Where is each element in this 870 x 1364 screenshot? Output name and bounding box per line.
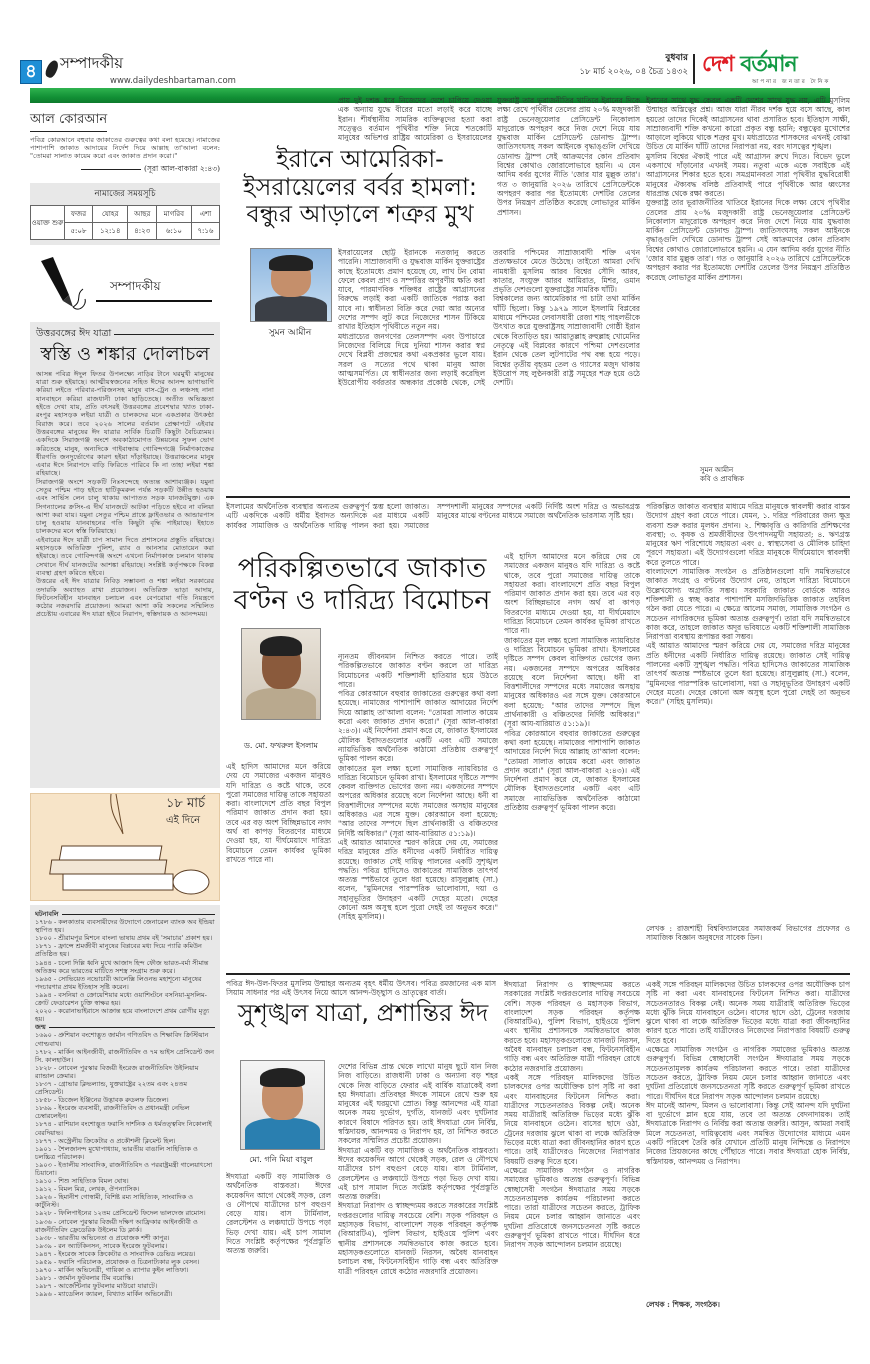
eid-author-caption: মো. গনি মিয়া বাবুল (249, 1155, 313, 1164)
this-day-entry: ১৮৭৪ - রাশিয়ান বংশোদ্ভূত ফরাসি দার্শনিক ও ধর্মতত্ত্ববিদ নিকোলাই বেরদিয়াভ। (35, 1120, 212, 1137)
iran-paragraph: যুক্তরাষ্ট্র তার ভূরাজনীতির খাতিরে ইরানের দিকে লক্ষ্য রেখে পৃথিবীর তেলের প্রায় ২০% মজুদকারী রাষ্ট্র ভেনেজুয়েলার প্রেসিডেন্ট নিকোলাস মাদুরোকে অপহরণ করে নিজ দেশে নিয়ে যায় যুদ্ধবাজ মার্কিন প্রেসিডেন্ট ডোনাল্ড ট্রাম্প। জাতিসংঘসহ সকল আইনকে বৃদ্ধাঙ্গুলি দেখিয়ে ডোনাল্ড ট্রাম্প সেই আক্রমণের কোন প্রতিবাদ বিশ্বের কোথাও জোরালোভাবে হয়নি। এ যেন আদিম বর্বর যুগের নীতি 'জোর যার মুল্লুক তার'। গত ৩ জানুয়ারি ২০২৬ তারিখে প্রেসিডেন্টকে অপহরণ করার পর ইতোমধ্যে দেশটির তেলের উপর নিয়ন্ত্রণ প্রতিষ্ঠিত করেছে লোভাতুর মার্কিন প্রশাসন। (646, 198, 850, 282)
iran-body-left (338, 248, 640, 490)
eid-body-col1 (226, 1172, 331, 1320)
fountain-pen-icon (35, 255, 90, 315)
this-day-banner (30, 793, 220, 901)
zakat-headline: পরিকল্পিতভাবে জাকাত বণ্টন ও দারিদ্র্য বিমোচন (233, 553, 491, 617)
header-divider (693, 54, 695, 84)
zakat-paragraph: এই আয়াত আমাদের স্মরণ করিয়ে দেয় যে, সমাজের দরিদ্র মানুষের প্রতি ধনীদের একটি নির্ধারিত দায়িত্ব রয়েছে। জাকাত সেই দায়িত্ব পালনের একটি সুশৃঙ্খল পদ্ধতি। পবিত্র হাদিসেও জাকাতের সামাজিক তাৎপর্য অত্যন্ত স্পষ্টভাবে তুলে ধরা হয়েছে। রাসুলুল্লাহ (সা.) বলেন, "মুমিনদের পারস্পরিক ভালোবাসা, দয়া ও সহানুভূতির উদাহরণ একটি দেহের মতো। দেহের কোনো অঙ্গ অসুস্থ হলে পুরো দেহই তা অনুভব করে।" (সহিহ মুসলিম)। (646, 641, 850, 707)
eid-paragraph: এক্ষেত্রে সামাজিক সংগঠন ও নাগরিক সমাজের ভূমিকাও অত্যন্ত গুরুত্বপূর্ণ। বিভিন্ন স্বেচ্ছাসেবী সংগঠন ঈদযাত্রার সময় সড়কে সচেতনতামূলক কার্যক্রম পরিচালনা করতে পারে। তারা যাত্রীদের সচেতন করতে, ট্রাফিক নিয়ম মেনে চলার আহ্বান জানাতে এবং দুর্ঘটনা প্রতিরোধে জনসচেতনতা সৃষ্টি করতে গুরুত্বপূর্ণ ভূমিকা রাখতে পারে। দীর্ঘদিন ধরে নিরাপদ সড়ক আন্দোলন চলমান রয়েছে। (646, 1045, 850, 1101)
editorial-paragraph: উত্তরের এই ঈদ যাত্রার নিবিড় সম্ভাবনা ও শঙ্কা লইয়া সরকারের তদারকি অব্যাহত রাখা প্রয়োজন। অতিরিক্ত ভাড়া আদায়, ফিটনেসবিহীন যানবাহন চলাচল এবং বেপরোয়া গতি নিয়ন্ত্রণে কঠোর নজরদারি প্রয়োজন। আমরা আশা করি সকলের সম্মিলিত প্রচেষ্টায় এবারের ঈদ যাত্রা হইবে নিরাপদ, স্বস্তিদায়ক ও আনন্দময়। (36, 577, 214, 619)
author-photo-gani-mia-babul (240, 1060, 325, 1150)
this-day-events (30, 905, 220, 1320)
this-day-entry: ১৯৩৯ - রন অ্যাটকিনসন, সাবেক ইংরেজ ফুটবলার। (35, 1241, 168, 1250)
iran-signoff: সুমন আমীন কবি ও প্রাবন্ধিক (700, 466, 744, 483)
this-day-entry: ১৯১০ - শিশু সাহিত্যিক বিমল ঘোষ। (35, 1177, 129, 1186)
this-day-entry: ১৯৪৪ - চলো দিল্লি ধ্বনি মুখে আজাদ হিন্দ ফৌজ ভারত-বর্মা সীমান্ত অতিক্রম করে ভারতের মাটিতে সশস্ত্র সংগ্রাম শুরু করে। (35, 958, 209, 975)
quran-citation: (সূরা আল-বাকারা ২:৪৩) (30, 164, 220, 176)
prayer-title: নামাজের সময়সূচি (94, 189, 156, 199)
this-day-entry: ১৯২৬ - হিমানীশ গোস্বামী, বিশিষ্ট রম্য সাহিত্যিক, সাংবাদিক ও কার্টুনিস্ট। (35, 1193, 194, 1210)
this-day-entry: ১৮৬৯ - ইংরেজ ব্যবসায়ী, রাজনীতিবিদ ও প্রধানমন্ত্রী নেভিল চেম্বারলেইন। (35, 1104, 190, 1121)
zakat-body-col3 (504, 552, 640, 970)
zakat-paragraph: পবিত্র কোরআনে বহুবার জাকাতের গুরুত্বের কথা বলা হয়েছে। নামাজের পাশাপাশি জাকাত আদায়ের নির্দেশ দিয়ে আল্লাহ তা'আলা বলেন: "তোমরা সালাত কায়েম করো এবং জাকাত প্রদান করো।" (সূরা আল-বাকারা ২:৪৩)। এই নির্দেশনা প্রমাণ করে যে, জাকাত ইসলামের মৌলিক ইবাদতগুলোর একটি এবং এটি সমাজে ন্যায়ভিত্তিক অর্থনৈতিক কাঠামো প্রতিষ্ঠায় গুরুত্বপূর্ণ ভূমিকা পালন করে। (504, 728, 640, 813)
this-day-entry: ২০২০ - করোনাভাইরাসে আক্রান্ত হয়ে বাংলাদেশে প্রথম রোগীর মৃত্যু হয়। (35, 1007, 210, 1024)
eid-paragraph: দেশের বিভিন্ন প্রান্ত থেকে লাখো মানুষ ছুটে যান নিজ নিজ বাড়িতে। রাজধানী ঢাকা ও অন্যান্য বড় শহর থেকে নিজ বাড়িতে ফেরার এই বার্ষিক যাত্রাকেই বলা হয় ঈদযাত্রা। প্রতিবছর ঈদকে সামনে রেখে শুরু হয় মানুষের এই ঘরমুখো স্রোত। কিন্তু আনন্দের এই যাত্রা অনেক সময় দুর্ভোগ, দুর্গতি, যানজট এবং দুর্ঘটনার কারণে বিষাদে পরিণত হয়। তাই ঈদযাত্রা যেন নির্বিঘ্ন, স্বস্তিদায়ক, আনন্দময় ও নিরাপদ হয়, তা নিশ্চিত করতে সকলের সম্মিলিত প্রচেষ্টা প্রয়োজন। (338, 1062, 498, 1146)
quill-icon (44, 59, 61, 80)
this-day-entry: ১৭৮৬ - কলকাতায় ব্যবসায়ীদের উদ্যোগে জেনারেল ব্যাংক অব ইন্ডিয়া স্থাপিত হয়। (35, 918, 215, 935)
prayer-col: যোহর (93, 206, 128, 223)
this-day-entry: ১৬৯০ - প্রুশিয়ান বংশোদ্ভূত জার্মান গণিতবিদ ও শিক্ষাবিদ ক্রিস্টিয়ান গোল্ডবাখ। (35, 1031, 209, 1048)
weekday: বুধবার (665, 53, 688, 63)
iran-paragraph: মুসলিম বিশ্বের ঐক্যই পারে এই আগ্রাসন রুখে দিতে। বিভেদ ভুলে একসাথে দাঁড়ানোর এখনই সময়। নতুবা একে একে সবাইকে এই আগ্রাসনের শিকার হতে হবে। সমগ্রমানবতা সারা পৃথিবীর যুদ্ধবিরোধী মানুষের ঐক্যবদ্ধ বলিষ্ঠ প্রতিবাদই পারে পৃথিবীকে আর ধ্বংসের ধারপ্রান্ত থেকে রক্ষা করতে। (646, 151, 850, 198)
iran-paragraph: ইসরায়েলের ছোট্ট ইরানকে নতজানু করতে পারেনি। সাম্রাজ্যবাদী ও যুদ্ধবাজ মার্কিন যুক্তরাষ্ট্রের কাছে ইতোমধ্যে প্রমাণ হয়েছে যে, লাখ টন বোমা ফেলে কেবল প্রাণ ও সম্পত্তির অপূরণীয় ক্ষতি করা যাবে, পারমাণবিক শক্তিধর রাষ্ট্রের আগ্রাসনের বিরুদ্ধে লড়াই করা একটি জাতিকে পরাস্ত করা যাবে না। স্বাধীনতা বিক্রি করে দেয়া আর অন্যের দেশের সম্পদ লুট করে নিজেদের শাসন টিকিয়ে রাখার ইতিহাস পৃথিবীতে নতুন নয়। (338, 248, 485, 332)
eid-signoff: লেখক : শিক্ষক, সংগঠক। (646, 1300, 720, 1309)
prayer-time: ৭:১৬ (191, 223, 219, 240)
eid-headline: সুশৃঙ্খল যাত্রা, প্রশান্তির ঈদ (237, 999, 489, 1027)
zakat-paragraph: এই হাদিস আমাদের মনে করিয়ে দেয় যে সমাজের একজন মানুষও যদি দারিদ্র্য ও কষ্টে থাকে, তবে পুরো সমাজের দায়িত্ব তাকে সহায়তা করা। বাংলাদেশে প্রতি বছর বিপুল পরিমাণ জাকাত প্রদান করা হয়। তবে এর বড় অংশ বিচ্ছিন্নভাবে নগদ অর্থ বা কাপড় বিতরণের মাধ্যমে দেওয়া হয়, যা দীর্ঘমেয়াদে দারিদ্র্য বিমোচনে তেমন কার্যকর ভূমিকা রাখতে পারে না। (504, 552, 640, 636)
zakat-paragraph: বাংলাদেশে সামাজিক সংগঠন ও প্রতিষ্ঠানগুলো যদি সমন্বিতভাবে জাকাত সংগ্রহ ও বণ্টনের উদ্যোগ নেয়, তাহলে দারিদ্র্য বিমোচনে উল্লেখযোগ্য অগ্রগতি সম্ভব। সরকারি জাকাত বোর্ডকে আরও শক্তিশালী ও স্বচ্ছ করার পাশাপাশি মসজিদভিত্তিক জাকাত তহবিল গঠন করা যেতে পারে। এ ক্ষেত্রে আলেম সমাজ, সামাজিক সংগঠন ও সচেতন নাগরিকদের ভূমিকা অত্যন্ত গুরুত্বপূর্ণ। তারা যদি সমন্বিতভাবে কাজ করে, তাহলে জাকাত অদূর ভবিষ্যতে একটি শক্তিশালী সামাজিক নিরাপত্তা ব্যবস্থায় রূপান্তর করা সম্ভব। (646, 567, 850, 642)
quran-title: আল কোরআন (30, 110, 107, 132)
iran-paragraph: যুক্তরাষ্ট্র তার ভূরাজনীতির খাতিরে ইরানের দিকে লক্ষ্য রেখে পৃথিবীর তেলের প্রায় ২০% মজুদকারী রাষ্ট্র ভেনেজুয়েলার প্রেসিডেন্ট নিকোলাস মাদুরোকে অপহরণ করে নিজ দেশে নিয়ে যায় যুদ্ধবাজ মার্কিন প্রেসিডেন্ট ডোনাল্ড ট্রাম্প। জাতিসংঘসহ সকল আইনকে বৃদ্ধাঙ্গুলি দেখিয়ে ডোনাল্ড ট্রাম্প সেই আক্রমণের কোন প্রতিবাদ বিশ্বের কোথাও জোরালোভাবে হয়নি। এ যেন আদিম বর্বর যুগের নীতি 'জোর যার মুল্লুক তার'। গত ৩ জানুয়ারি ২০২৬ তারিখে প্রেসিডেন্টকে অপহরণ করার পর ইতোমধ্যে দেশটির তেলের উপর নিয়ন্ত্রণ প্রতিষ্ঠিত করেছে লোভাতুর মার্কিন প্রশাসন। (497, 96, 640, 217)
iran-body-col4 (646, 96, 850, 421)
prayer-col: আছর (128, 206, 156, 223)
editorial-paragraph: আসন্ন পবিত্র ঈদুল ফিতর উপলক্ষ্যে নাড়ির টানে ঘরমুখী মানুষের যাত্রা শুরু হইয়াছে। আত্মীয়স্বজনের সহিত ঈদের আনন্দ ভাগাভাগি করিয়া লইতে পরিবার-পরিজনসহ মানুষ বাস-ট্রেন ও লঞ্চসহ নানা যানবাহনে করিয়া রাজধানী ঢাকা ছাড়িতেছে। অতীত অভিজ্ঞতা হইতে দেখা যায়, প্রতি বৎসরই উত্তরবঙ্গের প্রবেশদ্বার খ্যাত ঢাকা-রংপুর মহাসড়ক লইয়া যাত্রী ও চালকদের মনে একপ্রকার উৎকণ্ঠা বিরাজ করে। তবে ২০২৬ সালের বর্তমান প্রেক্ষাপটে এইবার উত্তরবঙ্গের মানুষের ঈদ যাত্রার সার্বিক চিত্রটি কিছুটা বৈচিত্র্যময়। একদিকে সিরাজগঞ্জ অংশে অবকাঠামোগত উন্নয়নের সুফল ভোগ করিতেছে মানুষ, অন্যদিকে গাইবান্ধায় গোবিন্দগঞ্জে নির্মাণকাজের ধীরগতি জনদুর্ভোগের কারণ হইয়া দাঁড়াইয়াছে। উত্তরাঞ্চলের মানুষ এবার ঈদে নিরাপদে বাড়ি ফিরিতে পারিবে কি না তাহা লইয়া শঙ্কা রহিয়াছে। (36, 369, 214, 478)
editorial-label: সম্পাদকীয় (110, 279, 161, 293)
zakat-paragraph: এই আয়াত আমাদের স্মরণ করিয়ে দেয় যে, সমাজের দরিদ্র মানুষের প্রতি ধনীদের একটি নির্ধারিত দায়িত্ব রয়েছে। জাকাত সেই দায়িত্ব পালনের একটি সুশৃঙ্খল পদ্ধতি। পবিত্র হাদিসেও জাকাতের সামাজিক তাৎপর্য অত্যন্ত স্পষ্টভাবে তুলে ধরা হয়েছে। রাসুলুল্লাহ (সা.) বলেন, "মুমিনদের পারস্পরিক ভালোবাসা, দয়া ও সহানুভূতির উদাহরণ একটি দেহের মতো। দেহের কোনো অঙ্গ অসুস্থ হলে পুরো দেহই তা অনুভব করে।" (সহিহ মুসলিম)। (338, 837, 498, 922)
this-day-entry: ১৮২৮ - নোবেল পুরস্কার বিজয়ী ইংরেজ রাজনীতিবিদ উইলিয়াম র‍্যান্ডাল ক্রেমার। (35, 1063, 199, 1080)
this-day-entry: ১৯৭০ - মার্কিন অভিনেত্রী, গায়িকা ও র‍্যাপার কুইন লাতিফা। (35, 1266, 189, 1275)
zakat-signoff: লেখক : রাজশাহী বিশ্ববিদ্যালয়ের সমাজকর্ম বিভাগের প্রফেসর ও সামাজিক বিজ্ঞান অনুষদের সাবেক ডিন। (646, 924, 850, 943)
editorial-label-rule (96, 300, 212, 302)
prayer-col: এশা (191, 206, 219, 223)
article-divider (226, 973, 850, 975)
prayer-time: ৬:১০ (156, 223, 191, 240)
editorial-paragraph: সিরাজগঞ্জ অংশে সড়কটি নিঃসন্দেহে অত্যন্ত আশাব্যঞ্জক। যমুনা সেতুর পশ্চিম পাড় হইতে হাটিকুমরুল পর্যন্ত সড়কটি উন্নীত হওয়ায় এবং সার্ভিস লেন চালু থাকায় আপাতত সড়ক যানজটমুক্ত। এক সিগন্যালের ক্রসিং-এ দীর্ঘ যানজটে আটকা পড়িতে হইবে না বলিয়া আশা করা যায়। যমুনা সেতুর পশ্চিম প্রান্তে ফ্লাইওভার ও আন্ডারপাস চালু হওয়ায় যানবাহনের গতি কিছুটা বৃদ্ধি পাইয়াছে। ইহাতে চালকদের মনে স্বস্তি ফিরিয়াছে। (36, 477, 214, 536)
this-day-entry: ১৯৮১ - জার্মান ফুটবলার টিম বরোস্কি। (35, 1274, 134, 1283)
this-day-entry: ১৯৯৪ - বসনিয়া ও ক্রোয়েশিয়ার মধ্যে ওয়াশিংটনে বসনিয়া-মুসলিম-ক্রোট ফেডারেশন চুক্তি স্বাক্ষর হয়। (35, 990, 207, 1008)
iran-headline: ইরানে আমেরিকা-ইসরায়েলের বর্বর হামলা: বন্ধুর আড়ালে শত্রুর মুখ (242, 145, 477, 229)
editorial-kicker: উত্তরবঙ্গের ঈদ যাত্রা (36, 327, 214, 342)
quran-text: পবিত্র কোরআনে বহুবার জাকাতের গুরুত্বের কথা বলা হয়েছে। নামাজের পাশাপাশি জাকাত আদায়ের নির্দেশ দিয়ে আল্লাহ তা'আলা বলেন: "তোমরা সালাত কায়েম করো এবং জাকাত প্রদান করো।" (30, 136, 220, 160)
quran-section (30, 108, 220, 176)
this-day-entry: ১৯৮৭ - আর্জেন্টিনার ফুটবলার মাউরো যারাটে। (35, 1282, 158, 1291)
prayer-time: ৫:০৮ (65, 223, 93, 240)
zakat-lead: ইসলামের অর্থনৈতিক ব্যবস্থার অন্যতম গুরুত্বপূর্ণ স্তম্ভ হলো জাকাত। এটি একদিকে একটি ধর্মীয় ইবাদত অন্যদিকে এর মাধ্যমে একটি কার্যকর সামাজিক ও অর্থনৈতিক দায়িত্ব পালন করা হয়। সমাজের সম্পদশালী মানুষের সম্পদের একটি নির্দিষ্ট অংশ দরিদ্র ও অভাবগ্রস্ত মানুষের মাঝে বণ্টনের মাধ্যমে সমাজে অর্থনৈতিক ভারসাম্য সৃষ্টি হয়। (226, 502, 640, 530)
eid-paragraph: ঈদযাত্রা নিরাপদ ও স্বাচ্ছন্দ্যময় করতে সরকারের সংশ্লিষ্ট দপ্তরগুলোর দায়িত্ব সবচেয়ে বেশি। সড়ক পরিবহন ও মহাসড়ক বিভাগ, বাংলাদেশ সড়ক পরিবহন কর্তৃপক্ষ (বিআরটিএ), পুলিশ বিভাগ, হাইওয়ে পুলিশ এবং স্থানীয় প্রশাসনকে সমন্বিতভাবে কাজ করতে হবে। মহাসড়কগুলোতে যানজট নিরসন, অবৈধ যানবাহন চলাচল বন্ধ, ফিটনেসবিহীন গাড়ি বন্ধ এবং অতিরিক্ত যাত্রী পরিবহন রোধে কঠোর নজরদারি প্রয়োজন। (504, 980, 640, 1073)
this-day-entry: ১৯০৩ - ইতালীয় সাংবাদিক, রাজনীতিবিদ ও পররাষ্ট্রমন্ত্রী গালেয়াৎসো চিয়ানো। (35, 1160, 213, 1177)
eid-paragraph: ঈদযাত্রা নিরাপদ ও স্বাচ্ছন্দ্যময় করতে সরকারের সংশ্লিষ্ট দপ্তরগুলোর দায়িত্ব সবচেয়ে বেশি। সড়ক পরিবহন ও মহাসড়ক বিভাগ, বাংলাদেশ সড়ক পরিবহন কর্তৃপক্ষ (বিআরটিএ), পুলিশ বিভাগ, হাইওয়ে পুলিশ এবং স্থানীয় প্রশাসনকে সমন্বিতভাবে কাজ করতে হবে। মহাসড়কগুলোতে যানজট নিরসন, অবৈধ যানবাহন চলাচল বন্ধ, ফিটনেসবিহীন গাড়ি বন্ধ এবং অতিরিক্ত যাত্রী পরিবহন রোধে কঠোর নজরদারি প্রয়োজন। (338, 1201, 498, 1276)
zakat-paragraph: পবিত্র কোরআনে বহুবার জাকাতের গুরুত্বের কথা বলা হয়েছে। নামাজের পাশাপাশি জাকাত আদায়ের নির্দেশ দিয়ে আল্লাহ তা'আলা বলেন: "তোমরা সালাত কায়েম করো এবং জাকাত প্রদান করো।" (সূরা আল-বাকারা ২:৪৩)। এই নির্দেশনা প্রমাণ করে যে, জাকাত ইসলামের মৌলিক ইবাদতগুলোর একটি এবং এটি সমাজে ন্যায়ভিত্তিক অর্থনৈতিক কাঠামো প্রতিষ্ঠায় গুরুত্বপূর্ণ ভূমিকা পালন করে। (338, 689, 498, 764)
iran-paragraph: মধ্যপ্রাচ্যের জনগণের তেলসম্পদ এবং উপাচারে নিজেদের বিলিয়ে দিয়ে দুনিয়া শাসন করার স্বপ্ন দেখে বিপ্লবী প্রজন্মের কথা একপ্রকার ভুলে যায়। সরল ও সত্যের পথে থাকা মানুষ আজ আত্মসমর্পিত। যে স্বাধীনতার জন্য লড়াই করেছিল ইউরোপীয় বর্বরতার অন্ধকার প্রকোষ্ঠ থেকে, সেই তরবারি পশ্চিমের সাম্রাজ্যবাদী শক্তি এখন প্রত্যক্ষভাবে মেতে উঠেছে। তাইতো আমরা দেখি নামধারী মুসলিম আরব বিশ্বের সৌদি আরব, কাতার, সংযুক্ত আরব আমিরাত, মিশর, ওমান প্রভৃতি দেশগুলো যুক্তরাষ্ট্রের সামরিক ঘাঁটি। (338, 248, 640, 388)
prayer-times (30, 183, 220, 245)
prayer-time: ১২:১৪ (93, 223, 128, 240)
iran-paragraph: বিশ্বকালের জন্য আমেরিকার পা চাটা তথা মার্কিন ঘাঁটি ছিলো। কিন্তু ১৯৭৯ সালে ইসলামি বিপ্লবের মাধ্যমে পশ্চিমের লেবাসধারী রেজা শাহ পাহলভীকে উৎখাত করে যুক্তরাষ্ট্রসহ সাম্রাজ্যবাদী গোষ্ঠী ইরান থেকে বিতাড়িত হয়। আয়াতুল্লাহ রুহুল্লাহ খোমেনির নেতৃত্বে এই বিপ্লবের কারণে পশ্চিমা দেশগুলোর ইরান থেকে তেল লুটপাটের পথ বন্ধ হয়ে পড়ে। বিশ্বের তৃতীয় বৃহত্তম তেল ও গ্যাসের মজুদ থাকায় ইউরোপ সহ লুণ্ঠনকারী রাষ্ট্র সমূহের শত্রু হয়ে ওঠে দেশটি। (493, 294, 640, 388)
zakat-body-col1 (226, 762, 331, 967)
zakat-paragraph: এই হাদিস আমাদের মনে করিয়ে দেয় যে সমাজের একজন মানুষও যদি দারিদ্র্য ও কষ্টে থাকে, তবে পুরো সমাজের দায়িত্ব তাকে সহায়তা করা। বাংলাদেশে প্রতি বছর বিপুল পরিমাণ জাকাত প্রদান করা হয়। তবে এর বড় অংশ বিচ্ছিন্নভাবে নগদ অর্থ বা কাপড় বিতরণের মাধ্যমে দেওয়া হয়, যা দীর্ঘমেয়াদে দারিদ্র্য বিমোচনে তেমন কার্যকর ভূমিকা রাখতে পারে না। (226, 762, 331, 864)
this-day-entry: ১৯৩৬ - নোবেল পুরস্কার বিজয়ী দক্ষিণ আফ্রিকার আইনজীবী ও রাজনীতিবিদ ফ্রেডেরিক উইলেম ডি ক্লার্ক। (35, 1217, 198, 1234)
eid-body-col3 (504, 980, 640, 1320)
zakat-paragraph: জাকাতের মূল লক্ষ্য হলো সামাজিক ন্যায়বিচার ও দারিদ্র্য বিমোচনে ভূমিকা রাখা। ইসলামের দৃষ্টিতে সম্পদ কেবল ব্যক্তিগত ভোগের জন্য নয়। একজনের সম্পদে অপরের অধিকার রয়েছে বলে নির্দেশনা আছে। ধনী বা বিত্তশালীদের সম্পদের মধ্যে সমাজের অসহায় মানুষের অধিকারও এর সঙ্গে যুক্ত। কোরআনে বলা হয়েছে: "আর তাদের সম্পদে ছিল প্রার্থনাকারী ও বঞ্চিতদের নির্দিষ্ট অধিকার।" (সূরা আয-যারিয়াত ৫১:১৯)। (338, 763, 498, 838)
this-day-entry: ১৯৪৭ - ইংরেজ সাবেক ক্রিকেটার ও সাংবাদিক ডেভিড লয়েড। (35, 1249, 196, 1258)
editorial-paragraph: এইবারের ঈদে যাত্রী চাপ সামাল দিতে প্রশাসনের প্রস্তুতি রহিয়াছে। মহাসড়কে অতিরিক্ত পুলিশ, র‍্যাব ও আনসার মোতায়েন করা হইয়াছে। তবে গোবিন্দগঞ্জ অংশে এখনো নির্মাণকাজ চলমান থাকায় সেখানে দীর্ঘ যানজটের আশঙ্কা রহিয়াছে। সংশ্লিষ্ট কর্তৃপক্ষকে বিকল্প ব্যবস্থা গ্রহণ করিতে হইবে। (36, 535, 214, 577)
this-day-entry: ১৯১২ - বিমল মিত্র, লেখক, ঔপন্যাসিক। (35, 1185, 140, 1194)
this-day-entry: ১৯৫৯ - ফরাসি পরিচালক, প্রযোজক ও চিত্রনাট্যকার লুক বেসন। (35, 1258, 200, 1267)
prayer-row-label: ওয়াক্ত শুরু (31, 206, 65, 240)
this-day-entry: ১৮৫৮ - ডিজেল ইঞ্জিনের উদ্ভাবক রুডলফ ডিজেল। (35, 1096, 169, 1105)
zakat-paragraph: ন্যূনতম জীবনমান নিশ্চিত করতে পারে। তাই পরিকল্পিতভাবে জাকাত বণ্টন করলে তা দারিদ্র্য বিমোচনের একটি শক্তিশালী হাতিয়ার হয়ে উঠতে পারে। (338, 652, 498, 689)
section-title: সম্পাদকীয় (60, 54, 124, 72)
this-day-entry: ১৮৭৭ - অস্ট্রেলীয় ক্রিকেটার ও প্রকৌশলী ক্লিমেন্ট হিল। (35, 1136, 176, 1145)
zakat-author-caption: ড. মো. ফখরুল ইসলাম (244, 741, 318, 750)
iran-closing (646, 425, 850, 459)
eid-lead: পবিত্র ঈদ-উল-ফিতর মুসলিম উম্মাহর অন্যতম বৃহৎ ধর্মীয় উৎসব। পবিত্র রমজানের এক মাস সিয়াম সাধনার পর এই উৎসব নিয়ে আসে আনন্দ-উচ্ছ্বাস ও ভ্রাতৃত্বের বার্তা। (226, 979, 496, 998)
zakat-paragraph: পরিকল্পিত জাকাত ব্যবস্থার মাধ্যমে দরিদ্র মানুষকে স্বাবলম্বী করার বাস্তব উদ্যোগ গ্রহণ করা যেতে পারে। যেমন, ১. দরিদ্র পরিবারের জন্য ক্ষুদ্র ব্যবসা শুরু করার মূলধন প্রদান। ২. শিক্ষাবৃত্তি ও কারিগরি প্রশিক্ষণের ব্যবস্থা; ৩. কৃষক ও শ্রমজীবীদের উৎপাদনমুখী সহায়তা; ৪. ঋণগ্রস্ত মানুষের ঋণ পরিশোধে সহায়তা এবং ৫. স্বাস্থ্যসেবা ও মৌলিক চাহিদা পূরণে সহায়তা। এই উদ্যোগগুলো দরিদ্র মানুষকে দীর্ঘমেয়াদে স্বাবলম্বী করে তুলতে পারে। (646, 502, 850, 567)
eid-paragraph: একই সঙ্গে পরিবহন মালিকদের উচিত চালকদের ওপর অযৌক্তিক চাপ সৃষ্টি না করা এবং যানবাহনের ফিটনেস নিশ্চিত করা। যাত্রীদের সচেতনতারও বিকল্প নেই। অনেক সময় যাত্রীরাই অতিরিক্ত ভিড়ের মধ্যে ঝুঁকি নিয়ে যানবাহনে ওঠেন। বাসের ছাদে ওঠা, ট্রেনের দরজায় ঝুলে থাকা বা লঞ্চে অতিরিক্ত ভিড়ের মধ্যে যাত্রা করা জীবনহানির কারণ হতে পারে। তাই যাত্রীদেরও নিজেদের নিরাপত্তার বিষয়টি গুরুত্ব দিতে হবে। (504, 1072, 640, 1166)
eid-body-col4 (646, 980, 850, 1280)
iran-lead: প্রায় দুই দশক ধরে নিজেদের দেশে চাপিয়ে দেওয়া এক অন্যায় যুদ্ধে বীরের মতো লড়াই করে যাচ্ছে ইরান। শীর্ষস্থানীয় সামরিক ব্যক্তিত্বদের হত্যা করা সত্ত্বেও বর্তমান পৃথিবীর শক্তি নিয়ে শতকোটি মানুষের অভিশপ্ত রাষ্ট্রিয় আমেরিকা ও ইসরায়েলের (338, 96, 492, 142)
this-day-label: এই দিনে (166, 815, 201, 826)
this-day-entry: ১৯৯৬ - ম্যাডেলিন ক্যারল, বিখ্যাত মার্কিন অভিনেত্রী। (35, 1290, 173, 1299)
prayer-table (30, 205, 220, 240)
this-day-entry: ১৮৭১ - ফ্রান্সে শ্রমজীবী মানুষের বিপ্লবের মধ্য দিয়ে প্যারি কমিউন প্রতিষ্ঠিত হয়। (35, 942, 202, 959)
zakat-paragraph: জাকাতের মূল লক্ষ্য হলো সামাজিক ন্যায়বিচার ও দারিদ্র্য বিমোচনে ভূমিকা রাখা। ইসলামের দৃষ্টিতে সম্পদ কেবল ব্যক্তিগত ভোগের জন্য নয়। একজনের সম্পদে অপরের অধিকার রয়েছে বলে নির্দেশনা আছে। ধনী বা বিত্তশালীদের সম্পদের মধ্যে সমাজের অসহায় মানুষের অধিকারও এর সঙ্গে যুক্ত। কোরআনে বলা হয়েছে: "আর তাদের সম্পদে ছিল প্রার্থনাকারী ও বঞ্চিতদের নির্দিষ্ট অধিকার।" (সূরা আয-যারিয়াত ৫১:১৯)। (504, 635, 640, 729)
eid-body-col2 (338, 1062, 498, 1320)
this-day-entry: ১৯০১ - শৈলজানন্দ মুখোপাধ্যায়, ভারতীয় বাঙালি সাহিত্যিক ও চলচ্চিত্র পরিচালক। (35, 1144, 198, 1161)
logo-tagline: আপনার জনতার দৈনিক (752, 79, 831, 85)
eid-paragraph: ঈদ মানেই আনন্দ, মিলন ও ভালোবাসা। কিন্তু সেই আনন্দ যদি দুর্ঘটনা বা দুর্ভোগে ম্লান হয়ে যায়, তবে তা অত্যন্ত বেদনাদায়ক। তাই ঈদযাত্রাকে নিরাপদ ও নির্বিঘ্ন করা অত্যন্ত জরুরি। আসুন, আমরা সবাই মিলে সচেতনতা, দায়িত্ববোধ এবং সমন্বিত উদ্যোগের মাধ্যমে এমন একটি পরিবেশ তৈরি করি যেখানে প্রতিটি মানুষ নিশ্চিন্তে ও নিরাপদে নিজের প্রিয়জনের কাছে পৌঁছাতে পারে। সবার ঈদযাত্রা হোক নির্বিঘ্ন, স্বস্তিদায়ক, আনন্দময় ও নিরাপদ। (646, 1100, 850, 1166)
editorial-box (30, 322, 220, 788)
iran-paragraph: ইরানের সাথে যুদ্ধ কেবল একটি দেশের সাথে যুদ্ধ নয়, এটি মুসলিম উম্মাহর অস্তিত্বের প্রশ্ন। আজ যারা নীরব দর্শক হয়ে বসে আছে, কাল হয়তো তাদের দিকেই আগ্রাসনের থাবা প্রসারিত হবে। ইতিহাস সাক্ষী, সাম্রাজ্যবাদী শক্তি কখনো কারো প্রকৃত বন্ধু হয়নি; বন্ধুত্বের মুখোশের আড়ালে লুকিয়ে থাকে শত্রুর মুখ। মধ্যপ্রাচ্যের শাসকদের এখনই বোঝা উচিত যে মার্কিন ঘাঁটি তাদের নিরাপত্তা নয়, বরং দাসত্বের শৃঙ্খল। (646, 96, 850, 152)
events-heading: ঘটনাবলি (35, 910, 215, 918)
this-day-entry: ১৮৩৭ - গ্রোভার ক্লিভল্যান্ড, যুক্তরাষ্ট্রের ২২তম এবং ২৪তম প্রেসিডেন্ট। (35, 1079, 187, 1097)
prayer-time: ৪:২৩ (128, 223, 156, 240)
iran-body-col3 (497, 96, 640, 236)
eid-paragraph: এক্ষেত্রে সামাজিক সংগঠন ও নাগরিক সমাজের ভূমিকাও অত্যন্ত গুরুত্বপূর্ণ। বিভিন্ন স্বেচ্ছাসেবী সংগঠন ঈদযাত্রার সময় সড়কে সচেতনতামূলক কার্যক্রম পরিচালনা করতে পারে। তারা যাত্রীদের সচেতন করতে, ট্রাফিক নিয়ম মেনে চলার আহ্বান জানাতে এবং দুর্ঘটনা প্রতিরোধে জনসচেতনতা সৃষ্টি করতে গুরুত্বপূর্ণ ভূমিকা রাখতে পারে। দীর্ঘদিন ধরে নিরাপদ সড়ক আন্দোলন চলমান রয়েছে। (504, 1165, 640, 1250)
eid-paragraph: ঈদযাত্রা একটি বড় সামাজিক ও অর্থনৈতিক বাস্তবতা। ঈদের কয়েকদিন আগে থেকেই সড়ক, রেল ও নৌপথে যাত্রীদের চাপ বহুগুণ বেড়ে যায়। বাস টার্মিনাল, রেলস্টেশন ও লঞ্চঘাটে উপচে পড়া ভিড় দেখা যায়। এই চাপ সামাল দিতে সংশ্লিষ্ট কর্তৃপক্ষের পূর্বপ্রস্তুতি অত্যন্ত জরুরি। (226, 1172, 331, 1256)
prayer-col: ফজর (65, 206, 93, 223)
article-divider (226, 496, 850, 498)
zakat-body-col2 (338, 652, 498, 970)
zakat-body-col4 (646, 502, 850, 910)
editorial-headline: স্বস্তি ও শঙ্কার দোলাচল (40, 343, 210, 365)
this-day-date: ১৮ মার্চ (166, 796, 206, 811)
this-day-entry: ১৯২৮ - ফিলিপাইনের ১২তম প্রেসিডেন্ট ফিদেল ভালদেজ রামোস। (35, 1209, 206, 1218)
page-number-badge: ৪ (20, 60, 42, 84)
prayer-col: মাগরিব (156, 206, 191, 223)
eid-paragraph: একই সঙ্গে পরিবহন মালিকদের উচিত চালকদের ওপর অযৌক্তিক চাপ সৃষ্টি না করা এবং যানবাহনের ফিটনেস নিশ্চিত করা। যাত্রীদের সচেতনতারও বিকল্প নেই। অনেক সময় যাত্রীরাই অতিরিক্ত ভিড়ের মধ্যে ঝুঁকি নিয়ে যানবাহনে ওঠেন। বাসের ছাদে ওঠা, ট্রেনের দরজায় ঝুলে থাকা বা লঞ্চে অতিরিক্ত ভিড়ের মধ্যে যাত্রা করা জীবনহানির কারণ হতে পারে। তাই যাত্রীদেরও নিজেদের নিরাপত্তার বিষয়টি গুরুত্ব দিতে হবে। (646, 980, 850, 1045)
this-day-entry: ১৭৮২ - মার্কিন আইনজীবী, রাজনীতিবিদ ও ৭ম ভাইস প্রেসিডেন্ট জন সি. কালহাউন। (35, 1047, 215, 1064)
this-day-entry: ১৯৬৫ - সোভিয়েত নভোচারী আলেক্সি লিওনভ মহাশূন্যে মানুষের পদচারণার প্রথম ইতিহাস সৃষ্টি করেন। (35, 974, 202, 991)
iran-author-caption: সুমন আমীন (268, 328, 312, 338)
births-heading: জন্ম (35, 1023, 215, 1031)
author-photo-suman-amin (250, 248, 332, 322)
eid-paragraph: ঈদযাত্রা একটি বড় সামাজিক ও অর্থনৈতিক বাস্তবতা। ঈদের কয়েকদিন আগে থেকেই সড়ক, রেল ও নৌপথে যাত্রীদের চাপ বহুগুণ বেড়ে যায়। বাস টার্মিনাল, রেলস্টেশন ও লঞ্চঘাটে উপচে পড়া ভিড় দেখা যায়। এই চাপ সামাল দিতে সংশ্লিষ্ট কর্তৃপক্ষের পূর্বপ্রস্তুতি অত্যন্ত জরুরি। (338, 1145, 498, 1202)
author-photo-fakhrul-islam (241, 628, 321, 720)
date: ১৮ মার্চ ২০২৬, ০৪ চৈত্র ১৪৩২ (579, 67, 688, 77)
website-link[interactable]: www.dailydeshbartaman.com (110, 76, 236, 86)
this-day-entry: ১৮০০ - শ্রীরামপুর মিশনে বাংলা ভাষায় প্রথম বই 'সমাচার' প্রকাশ হয়। (35, 934, 213, 943)
newspaper-logo: দেশ বর্তমান (702, 52, 797, 77)
this-day-entry: ১৯৩৮ - ভারতীয় অভিনেতা ও প্রযোজক শশী কাপুর। (35, 1233, 170, 1242)
